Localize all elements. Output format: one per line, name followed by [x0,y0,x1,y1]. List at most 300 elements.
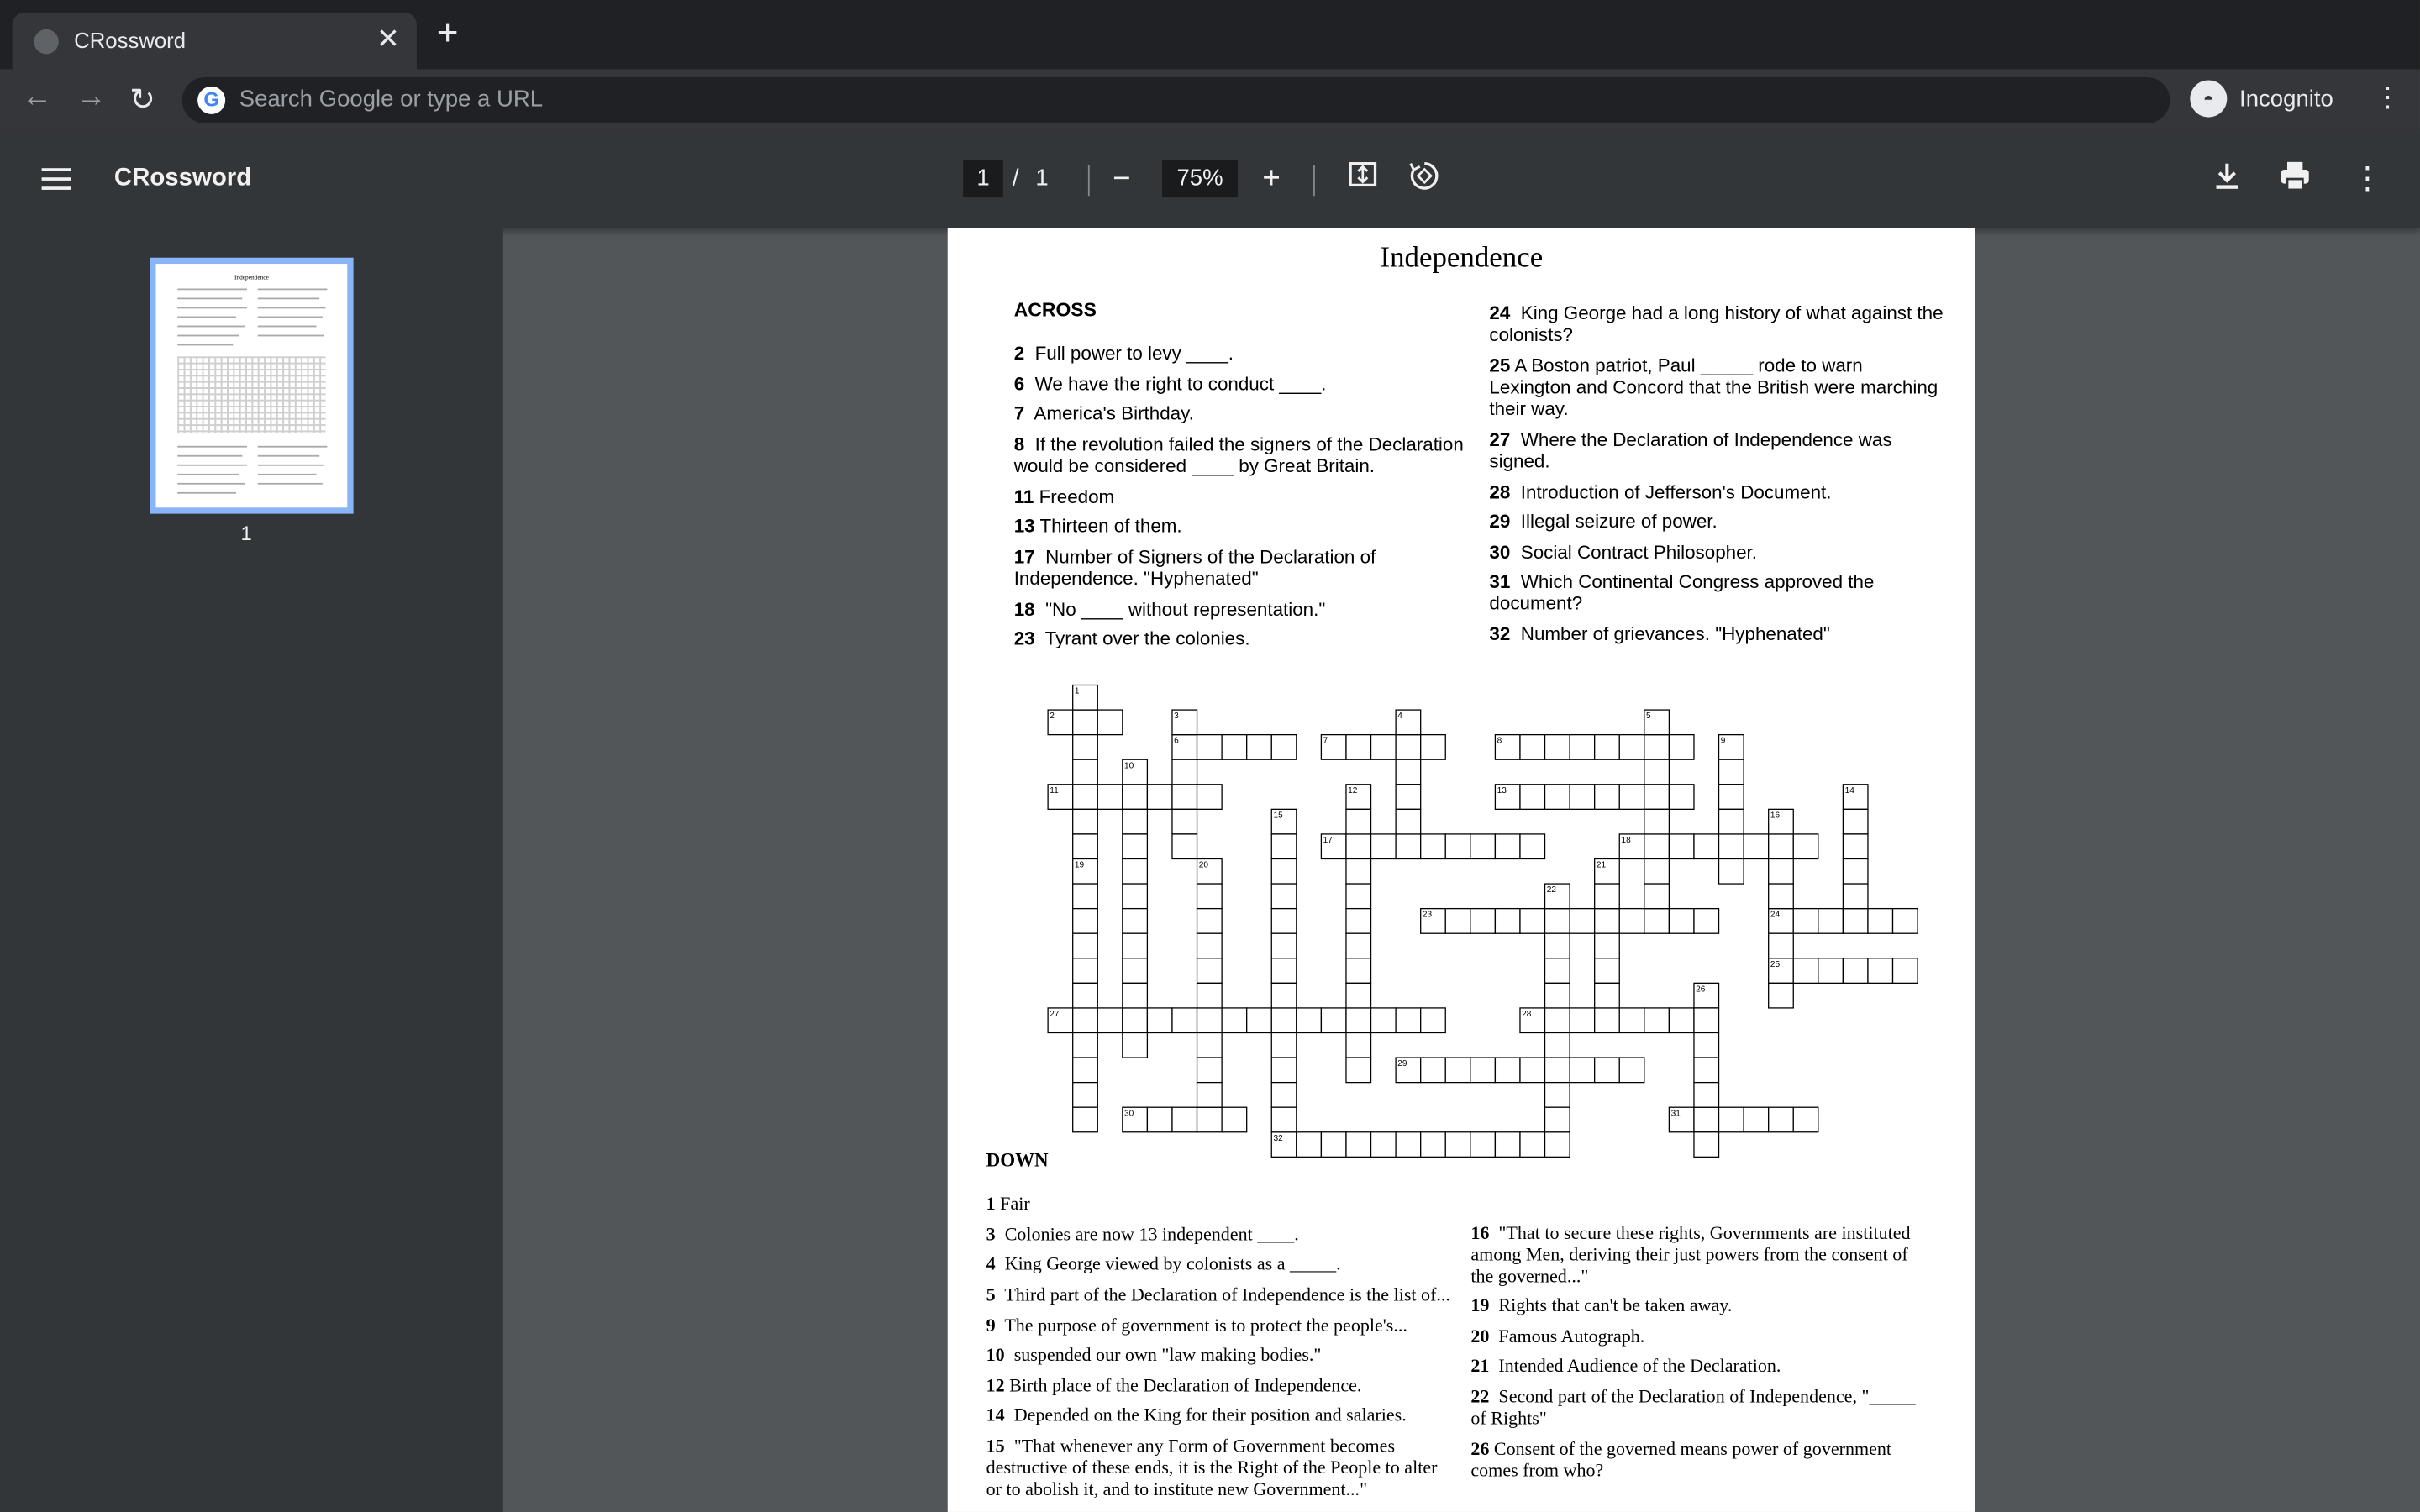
clue-across-2: 2 Full power to levy ____. [1013,342,1234,365]
grid-cell[interactable] [1545,983,1570,1008]
cell-number: 12 [1348,785,1358,795]
grid-cell[interactable] [1396,809,1421,834]
thumbnail-title: Independence [234,273,269,281]
page-separator: / [1012,165,1019,192]
grid-cell[interactable] [1421,834,1446,859]
clue-across-23: 23 Tyrant over the colonies. [1013,627,1250,650]
grid-cell[interactable] [1197,1032,1223,1058]
grid-cell[interactable] [1271,1058,1297,1083]
print-icon[interactable] [2278,159,2312,203]
cell-number: 13 [1497,785,1507,795]
more-options-icon[interactable]: ⋮ [2352,161,2383,197]
clue-down-14: 14 Depended on the King for their position and salaries. [986,1404,1407,1426]
grid-cell[interactable] [1793,958,1818,984]
zoom-in-icon[interactable]: + [1262,161,1281,197]
cell-number: 23 [1422,910,1433,920]
google-icon: G [197,87,225,114]
grid-cell[interactable] [1793,1107,1818,1132]
grid-cell[interactable] [1172,759,1197,785]
clue-across-11: 11 Freedom [1013,486,1115,508]
clue-down-12: 12 Birth place of the Declaration of Independence. [986,1374,1362,1397]
grid-cell[interactable] [1644,735,1670,760]
grid-cell[interactable] [1545,1107,1570,1132]
grid-cell[interactable] [1073,710,1098,735]
clue-across-29: 29 Illegal seizure of power. [1489,510,1718,533]
grid-cell[interactable] [1197,735,1223,760]
grid-cell[interactable] [1271,983,1297,1008]
grid-cell[interactable] [1073,759,1098,785]
grid-cell[interactable] [1495,1132,1520,1158]
pdf-toolbar [0,131,2420,228]
clue-across-18: 18 "No ____ without representation." [1013,598,1326,621]
grid-cell[interactable] [1147,1008,1172,1033]
grid-cell[interactable] [1595,735,1620,760]
cell-number: 6 [1174,736,1179,746]
grid-cell[interactable] [1396,735,1421,760]
grid-cell[interactable] [1123,834,1148,859]
grid-cell[interactable] [1619,909,1644,934]
clue-across-8: 8 If the revolution failed the signers of the Declaration would be considered ____ by Great Britain. [1013,433,1464,477]
grid-cell[interactable] [1197,785,1223,810]
grid-cell[interactable] [1271,735,1297,760]
incognito-label: Incognito [2239,86,2333,113]
thumbnail-preview [156,264,348,507]
grid-cell[interactable] [1123,1008,1148,1033]
grid-cell[interactable] [1843,958,1868,984]
browser-menu-icon[interactable]: ⋮ [2373,81,2402,113]
grid-cell[interactable] [1346,809,1371,834]
grid-cell[interactable] [1197,933,1223,958]
grid-cell[interactable] [1644,884,1670,909]
grid-cell[interactable] [1123,933,1148,958]
download-icon[interactable] [2212,159,2243,203]
grid-cell[interactable] [1445,834,1470,859]
grid-cell[interactable] [1123,785,1148,810]
grid-cell[interactable] [1197,1107,1223,1132]
cell-number: 4 [1397,711,1402,722]
clue-down-19: 19 Rights that can't be taken away. [1470,1294,1733,1316]
grid-cell[interactable] [1570,1058,1595,1083]
clue-across-17: 17 Number of Signers of the Declaration of Independence. "Hyphenated" [1013,546,1376,590]
grid-cell[interactable] [1297,1132,1322,1158]
grid-cell[interactable] [1445,1132,1470,1158]
cell-number: 25 [1770,959,1781,969]
cell-number: 3 [1174,711,1179,722]
grid-cell[interactable] [1271,1032,1297,1058]
grid-cell[interactable] [1495,1058,1520,1083]
grid-cell[interactable] [1421,1008,1446,1033]
cell-number: 31 [1670,1109,1681,1119]
grid-cell[interactable] [1346,983,1371,1008]
grid-cell[interactable] [1570,735,1595,760]
grid-cell[interactable] [1669,785,1694,810]
grid-cell[interactable] [1247,735,1272,760]
grid-cell[interactable] [1073,1008,1098,1033]
grid-cell[interactable] [1172,785,1197,810]
grid-cell[interactable] [1123,958,1148,984]
grid-cell[interactable] [1644,809,1670,834]
new-tab-icon[interactable]: + [436,12,459,55]
close-tab-icon[interactable]: ✕ [376,23,400,55]
grid-cell[interactable] [1495,909,1520,934]
back-icon[interactable]: ← [21,80,53,114]
grid-cell[interactable] [1545,1132,1570,1158]
grid-cell[interactable] [1346,958,1371,984]
grid-cell[interactable] [1694,909,1719,934]
grid-cell[interactable] [1222,735,1247,760]
grid-cell[interactable] [1545,1083,1570,1108]
grid-cell[interactable] [1396,759,1421,785]
page-number-input[interactable]: 1 [963,160,1003,197]
grid-cell[interactable] [1744,834,1769,859]
menu-icon[interactable] [42,166,73,191]
browser-toolbar [0,70,2420,131]
grid-cell[interactable] [1123,1032,1148,1058]
clue-down-15: 15 "That whenever any Form of Government becomes destructive of these ends, it is the Right of the People to alter or to abolish it, and to institute new Government..." [986,1435,1438,1500]
clue-across-31: 31 Which Continental Congress approved the document? [1489,570,1875,615]
grid-cell[interactable] [1123,858,1148,884]
grid-cell[interactable] [1123,983,1148,1008]
grid-cell[interactable] [1595,958,1620,984]
grid-cell[interactable] [1843,884,1868,909]
clue-across-30: 30 Social Contract Philosopher. [1489,541,1757,564]
rotate-icon[interactable] [1407,159,1441,203]
tab-strip [0,0,2420,70]
grid-cell[interactable] [1793,909,1818,934]
grid-cell[interactable] [1570,909,1595,934]
zoom-input[interactable]: 75% [1162,160,1238,197]
grid-cell[interactable] [1097,710,1123,735]
grid-cell[interactable] [1197,958,1223,984]
grid-cell[interactable] [1396,1132,1421,1158]
grid-cell[interactable] [1346,933,1371,958]
grid-cell[interactable] [1271,909,1297,934]
grid-cell[interactable] [1222,1107,1247,1132]
grid-cell[interactable] [1843,834,1868,859]
grid-cell[interactable] [1346,884,1371,909]
cell-number: 5 [1646,711,1651,722]
clue-across-13: 13 Thirteen of them. [1013,515,1182,538]
grid-cell[interactable] [1346,1008,1371,1033]
grid-cell[interactable] [1470,909,1496,934]
grid-cell[interactable] [1694,1132,1719,1158]
grid-cell[interactable] [1073,1058,1098,1083]
grid-cell[interactable] [1396,1008,1421,1033]
cell-number: 11 [1050,785,1059,795]
grid-cell[interactable] [1073,884,1098,909]
grid-cell[interactable] [1694,1107,1719,1132]
grid-cell[interactable] [1595,884,1620,909]
down-heading: DOWN [986,1149,1049,1172]
grid-cell[interactable] [1868,909,1893,934]
clue-down-3: 3 Colonies are now 13 independent ____. [986,1223,1299,1246]
across-heading: ACROSS [1013,299,1097,322]
cell-number: 7 [1323,736,1328,746]
zoom-out-icon[interactable]: − [1113,161,1131,197]
omnibox-placeholder: Search Google or type a URL [239,86,544,113]
grid-cell[interactable] [1595,983,1620,1008]
grid-cell[interactable] [1595,1008,1620,1033]
grid-cell[interactable] [1769,884,1794,909]
divider [1088,165,1090,197]
grid-cell[interactable] [1271,834,1297,859]
clue-down-1: 1 Fair [986,1192,1030,1215]
clue-across-6: 6 We have the right to conduct ____. [1013,373,1327,396]
clue-down-22: 22 Second part of the Declaration of Independence, "_____ of Rights" [1470,1385,1916,1429]
grid-cell[interactable] [1147,785,1172,810]
grid-cell[interactable] [1694,1058,1719,1083]
clue-across-25: 25 A Boston patriot, Paul _____ rode to warn Lexington and Concord that the British were marching their way. [1489,354,1939,420]
grid-cell[interactable] [1719,834,1744,859]
grid-cell[interactable] [1644,909,1670,934]
grid-cell[interactable] [1843,909,1868,934]
grid-cell[interactable] [1520,909,1545,934]
browser-tab[interactable] [13,13,417,70]
grid-cell[interactable] [1644,858,1670,884]
thumbnail-sidebar [0,228,503,1512]
grid-cell[interactable] [1073,735,1098,760]
cell-number: 29 [1397,1059,1407,1069]
grid-cell[interactable] [1719,759,1744,785]
grid-cell[interactable] [1421,735,1446,760]
clue-down-16: 16 "That to secure these rights, Governments are instituted among Men, deriving their just powers from the consent of the governed..." [1470,1221,1911,1287]
grid-cell[interactable] [1719,785,1744,810]
grid-cell[interactable] [1818,909,1844,934]
clue-across-32: 32 Number of grievances. "Hyphenated" [1489,623,1830,645]
grid-cell[interactable] [1297,1008,1322,1033]
grid-cell[interactable] [1445,1058,1470,1083]
grid-cell[interactable] [1644,1008,1670,1033]
grid-cell[interactable] [1545,785,1570,810]
grid-cell[interactable] [1545,735,1570,760]
grid-cell[interactable] [1271,933,1297,958]
grid-cell[interactable] [1396,834,1421,859]
grid-cell[interactable] [1893,909,1918,934]
grid-cell[interactable] [1694,834,1719,859]
grid-cell[interactable] [1197,909,1223,934]
cell-number: 20 [1198,860,1208,870]
fit-to-page-icon[interactable] [1347,159,1378,201]
cell-number: 19 [1074,860,1085,870]
grid-cell[interactable] [1172,834,1197,859]
grid-cell[interactable] [1271,958,1297,984]
grid-cell[interactable] [1346,1132,1371,1158]
grid-cell[interactable] [1147,1107,1172,1132]
forward-icon[interactable]: → [75,80,107,114]
grid-cell[interactable] [1197,1083,1223,1108]
grid-cell[interactable] [1073,909,1098,934]
clue-down-4: 4 King George viewed by colonists as a _____. [986,1252,1341,1275]
grid-cell[interactable] [1346,834,1371,859]
grid-cell[interactable] [1545,1032,1570,1058]
grid-cell[interactable] [1097,785,1123,810]
grid-cell[interactable] [1595,933,1620,958]
grid-cell[interactable] [1371,735,1397,760]
grid-cell[interactable] [1520,1058,1545,1083]
grid-cell[interactable] [1619,735,1644,760]
omnibox[interactable] [182,77,2170,123]
grid-cell[interactable] [1073,1032,1098,1058]
grid-cell[interactable] [1073,809,1098,834]
cell-number: 16 [1770,811,1781,821]
grid-cell[interactable] [1097,1008,1123,1033]
clue-down-5: 5 Third part of the Declaration of Independence is the list of... [986,1284,1450,1305]
grid-cell[interactable] [1644,759,1670,785]
divider [1313,165,1315,197]
puzzle-title: Independence [1380,242,1544,275]
grid-cell[interactable] [1197,983,1223,1008]
grid-cell[interactable] [1644,834,1670,859]
grid-cell[interactable] [1719,858,1744,884]
grid-cell[interactable] [1545,909,1570,934]
grid-cell[interactable] [1570,1008,1595,1033]
cell-number: 28 [1522,1010,1532,1020]
grid-cell[interactable] [1123,809,1148,834]
grid-cell[interactable] [1694,1008,1719,1033]
clue-across-27: 27 Where the Declaration of Independence was signed. [1489,428,1892,473]
grid-cell[interactable] [1868,958,1893,984]
grid-cell[interactable] [1073,983,1098,1008]
grid-cell[interactable] [1421,1058,1446,1083]
cell-number: 17 [1323,836,1333,846]
cell-number: 21 [1596,860,1607,870]
grid-cell[interactable] [1197,1058,1223,1083]
grid-cell[interactable] [1421,1132,1446,1158]
grid-cell[interactable] [1073,958,1098,984]
total-pages: 1 [1035,165,1049,192]
tab-title: CRossword [74,28,187,53]
grid-cell[interactable] [1619,1008,1644,1033]
grid-cell[interactable] [1769,983,1794,1008]
grid-cell[interactable] [1769,858,1794,884]
grid-cell[interactable] [1073,785,1098,810]
grid-cell[interactable] [1172,1008,1197,1033]
grid-cell[interactable] [1669,834,1694,859]
grid-cell[interactable] [1346,735,1371,760]
grid-cell[interactable] [1346,858,1371,884]
grid-cell[interactable] [1669,735,1694,760]
cell-number: 18 [1621,836,1631,846]
grid-cell[interactable] [1719,809,1744,834]
grid-cell[interactable] [1843,858,1868,884]
grid-cell[interactable] [1843,809,1868,834]
grid-cell[interactable] [1520,1132,1545,1158]
grid-cell[interactable] [1545,933,1570,958]
grid-cell[interactable] [1271,1083,1297,1108]
grid-cell[interactable] [1271,1008,1297,1033]
grid-cell[interactable] [1769,933,1794,958]
grid-cell[interactable] [1073,933,1098,958]
grid-cell[interactable] [1744,1107,1769,1132]
clue-across-7: 7 America's Birthday. [1013,402,1194,425]
grid-cell[interactable] [1396,785,1421,810]
grid-cell[interactable] [1445,909,1470,934]
grid-cell[interactable] [1769,834,1794,859]
grid-cell[interactable] [1371,1132,1397,1158]
grid-cell[interactable] [1123,909,1148,934]
cell-number: 15 [1273,811,1283,821]
grid-cell[interactable] [1644,785,1670,810]
grid-cell[interactable] [1893,958,1918,984]
grid-cell[interactable] [1172,809,1197,834]
grid-cell[interactable] [1346,1032,1371,1058]
grid-cell[interactable] [1595,1058,1620,1083]
grid-cell[interactable] [1346,909,1371,934]
grid-cell[interactable] [1595,785,1620,810]
grid-cell[interactable] [1271,1107,1297,1132]
pdf-page [948,228,1975,1512]
grid-cell[interactable] [1793,834,1818,859]
globe-icon [34,29,58,54]
grid-cell[interactable] [1619,785,1644,810]
grid-cell[interactable] [1247,1008,1272,1033]
grid-cell[interactable] [1545,1058,1570,1083]
grid-cell[interactable] [1222,1008,1247,1033]
grid-cell[interactable] [1570,785,1595,810]
clue-across-28: 28 Introduction of Jefferson's Document. [1489,481,1832,503]
grid-cell[interactable] [1470,834,1496,859]
cell-number: 1 [1074,686,1080,696]
grid-cell[interactable] [1694,1032,1719,1058]
grid-cell[interactable] [1371,834,1397,859]
grid-cell[interactable] [1321,1132,1346,1158]
page-thumbnail[interactable] [150,258,353,514]
grid-cell[interactable] [1520,834,1545,859]
clue-down-9: 9 The purpose of government is to protect the people's... [986,1314,1407,1336]
grid-cell[interactable] [1271,858,1297,884]
cell-number: 27 [1050,1010,1060,1020]
grid-cell[interactable] [1818,958,1844,984]
cell-number: 30 [1124,1109,1134,1119]
grid-cell[interactable] [1073,1083,1098,1108]
grid-cell[interactable] [1545,958,1570,984]
grid-cell[interactable] [1545,1008,1570,1033]
grid-cell[interactable] [1669,1008,1694,1033]
cell-number: 22 [1546,885,1556,895]
grid-cell[interactable] [1346,1058,1371,1083]
grid-cell[interactable] [1271,884,1297,909]
grid-cell[interactable] [1073,1107,1098,1132]
grid-cell[interactable] [1495,834,1520,859]
cell-number: 10 [1124,761,1134,771]
grid-cell[interactable] [1719,1107,1744,1132]
grid-cell[interactable] [1172,1107,1197,1132]
grid-cell[interactable] [1769,1107,1794,1132]
grid-cell[interactable] [1123,884,1148,909]
grid-cell[interactable] [1073,834,1098,859]
grid-cell[interactable] [1520,735,1545,760]
grid-cell[interactable] [1470,1132,1496,1158]
clue-across-24: 24 King George had a long history of what against the colonists? [1489,302,1944,346]
grid-cell[interactable] [1470,1058,1496,1083]
cell-number: 9 [1720,736,1726,746]
grid-cell[interactable] [1197,884,1223,909]
grid-cell[interactable] [1520,785,1545,810]
clue-down-10: 10 suspended our own "law making bodies." [986,1343,1322,1366]
thumbnail-page-number: 1 [240,521,252,545]
cell-number: 32 [1273,1133,1283,1143]
grid-cell[interactable] [1595,909,1620,934]
grid-cell[interactable] [1321,1008,1346,1033]
grid-cell[interactable] [1619,1058,1644,1083]
pdf-title: CRossword [113,165,252,192]
grid-cell[interactable] [1669,909,1694,934]
grid-cell[interactable] [1694,1083,1719,1108]
cell-number: 26 [1696,984,1706,995]
reload-icon[interactable]: ↻ [129,83,156,118]
grid-cell[interactable] [1371,1008,1397,1033]
grid-cell[interactable] [1197,1008,1223,1033]
